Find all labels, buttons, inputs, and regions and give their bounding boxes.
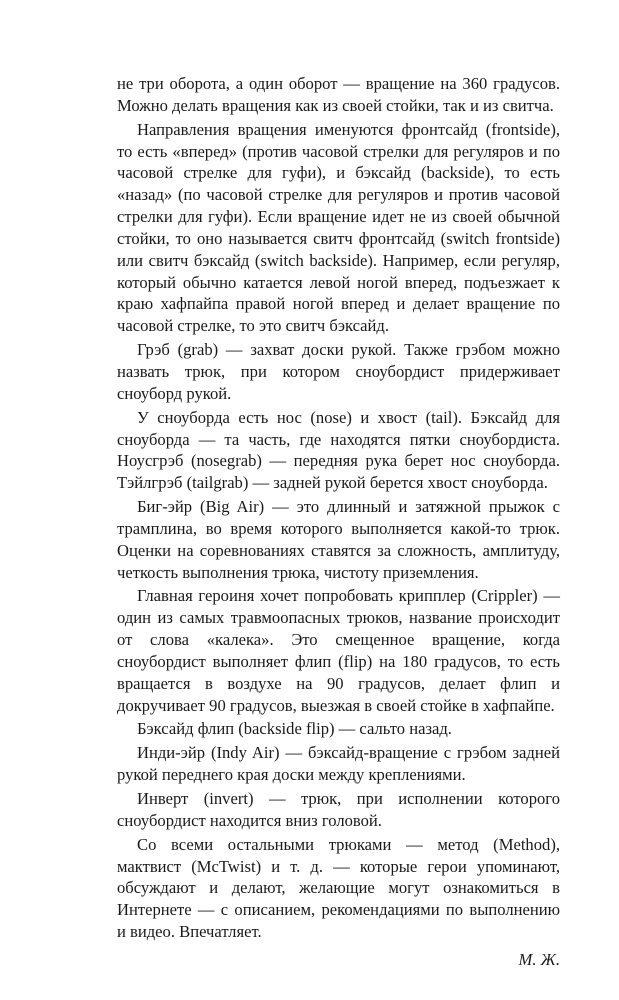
author-signature: М. Ж. [518,949,560,969]
paragraph-rotation-directions: Направления вращения именуются фронтсайд (frontside), то есть «вперед» (против часовой стрелки для регуляров и по часовой стрелке для гуфи), и бэксайд (backside), то есть «назад» (по часовой стрелке для регуляров и против часовой стрелки для гуфи). Если вращение идет не из своей обычной стойки, то оно называется свитч фронтсайд (switch frontside) или свитч бэксайд (switch backside). Например, если регуляр, который обычно катается левой ногой вперед, подъезжает к краю хафпайпа правой ногой вперед и делает вращение по часовой стрелке, то это свитч бэксайд. [117,119,560,336]
paragraph-big-air: Биг-эйр (Big Air) — это длинный и затяжной прыжок с трамплина, во время которого выполняется какой-то трюк. Оценки на соревнованиях ставятся за сложность, амплитуду, четкость выполнения трюка, чистоту приземления. [117,497,560,582]
paragraph-indy-air: Инди-эйр (Indy Air) — бэксайд-вращение с грэбом задней рукой переднего края доски между креплениями. [117,743,560,785]
paragraph-grab: Грэб (grab) — захват доски рукой. Также грэбом можно назвать трюк, при котором сноубордист придерживает сноуборд рукой. [117,340,560,403]
paragraph-other-tricks: Со всеми остальными трюками — метод (Method), мактвист (McTwist) и т. д. — которые герои упоминают, обсуждают и делают, желающие могут ознакомиться в Интернете — с описанием, рекомендациями по выполнению и видео. Впечатляет. [117,834,560,942]
paragraph-continuation: не три оборота, а один оборот — вращение на 360 градусов. Можно делать вращения как из своей стойки, так и из свитча. [117,74,560,115]
paragraph-crippler: Главная героиня хочет попробовать крипплер (Crippler) — один из самых травмоопасных трюков, название происходит от слова «калека». Это смещенное вращение, когда сноубордист выполняет флип (flip) на 180 градусов, то есть вращается в воздухе на 90 градусов, делает флип и докручивает 90 градусов, выезжая в своей стойке в хафпайпе. [117,586,560,715]
paragraph-invert: Инверт (invert) — трюк, при исполнении которого сноубордист находится вниз головой. [117,789,560,830]
paragraph-nose-tail: У сноуборда есть нос (nose) и хвост (tail). Бэксайд для сноуборда — та часть, где находятся пятки сноубордиста. Ноусгрэб (nosegrab) — передняя рука берет нос сноуборда. Тэйлгрэб (tailgrab) — задней рукой берется хвост сноуборда. [117,407,560,493]
paragraph-backside-flip: Бэксайд флип (backside flip) — сальто назад. [137,719,452,739]
body-text [117,73,560,971]
